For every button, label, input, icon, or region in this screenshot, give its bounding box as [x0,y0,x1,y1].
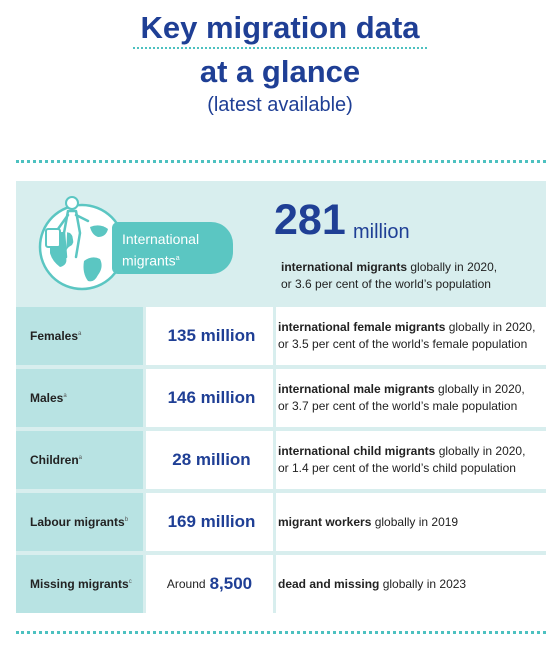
row-desc-bold: international child migrants [278,444,436,458]
international-migrants-badge [112,222,233,274]
row-label: Males [30,391,64,405]
hero-section [16,181,546,304]
row-label: Children [30,453,79,467]
table-row [16,307,546,365]
row-desc-rest: globally in 2020, [434,382,525,396]
row-note: b [124,517,129,523]
row-note: a [78,455,83,461]
table-row [16,431,546,489]
row-note: a [63,393,67,399]
hero-number: 281 [274,196,346,244]
bottom-dotted-divider [16,631,546,634]
page-title-line1: Key migration data [140,10,420,45]
hero-desc-rest: globally in 2020, [407,260,498,274]
row-label: Females [30,329,79,343]
top-dotted-divider [16,160,546,163]
row-label: Labour migrants [30,515,125,529]
row-desc-bold: dead and missing [278,576,380,591]
row-prefix: Around [166,577,206,591]
row-desc-line2: or 3.5 per cent of the world’s female population [278,337,528,351]
row-value: 146 million [167,388,256,407]
row-value: 135 million [167,326,256,345]
row-desc-line2: or 3.7 per cent of the world’s male population [278,399,518,413]
row-value: 28 million [172,450,251,469]
table-row [16,369,546,427]
row-desc-bold: migrant workers [278,514,372,529]
badge-note: a [175,255,180,262]
page-title-line2: at a glance [199,54,361,89]
row-value: 8,500 [209,574,253,593]
page-subtitle: (latest available) [207,94,353,116]
badge-line2: migrants [122,252,176,269]
hero-desc-bold: international migrants [281,260,408,274]
row-note: a [78,331,82,337]
hero-unit: million [353,221,410,243]
row-desc-bold: international male migrants [278,382,435,396]
row-value: 169 million [167,512,256,531]
badge-line1: International [122,231,200,247]
row-desc-rest: globally in 2020, [435,444,526,458]
row-desc-line2: or 1.4 per cent of the world’s child population [278,461,516,475]
table-row [16,493,546,551]
hero-desc-line2: or 3.6 per cent of the world’s population [281,277,491,291]
row-note: c [128,579,132,585]
row-desc-rest: globally in 2020, [445,320,536,334]
row-desc-rest: globally in 2023 [379,576,467,591]
title-divider [133,47,427,49]
row-desc-rest: globally in 2019 [371,514,459,529]
data-card [16,181,546,613]
row-label: Missing migrants [30,577,129,591]
table-row [16,555,546,613]
row-desc-bold: international female migrants [278,320,446,334]
hero-description [281,259,497,293]
